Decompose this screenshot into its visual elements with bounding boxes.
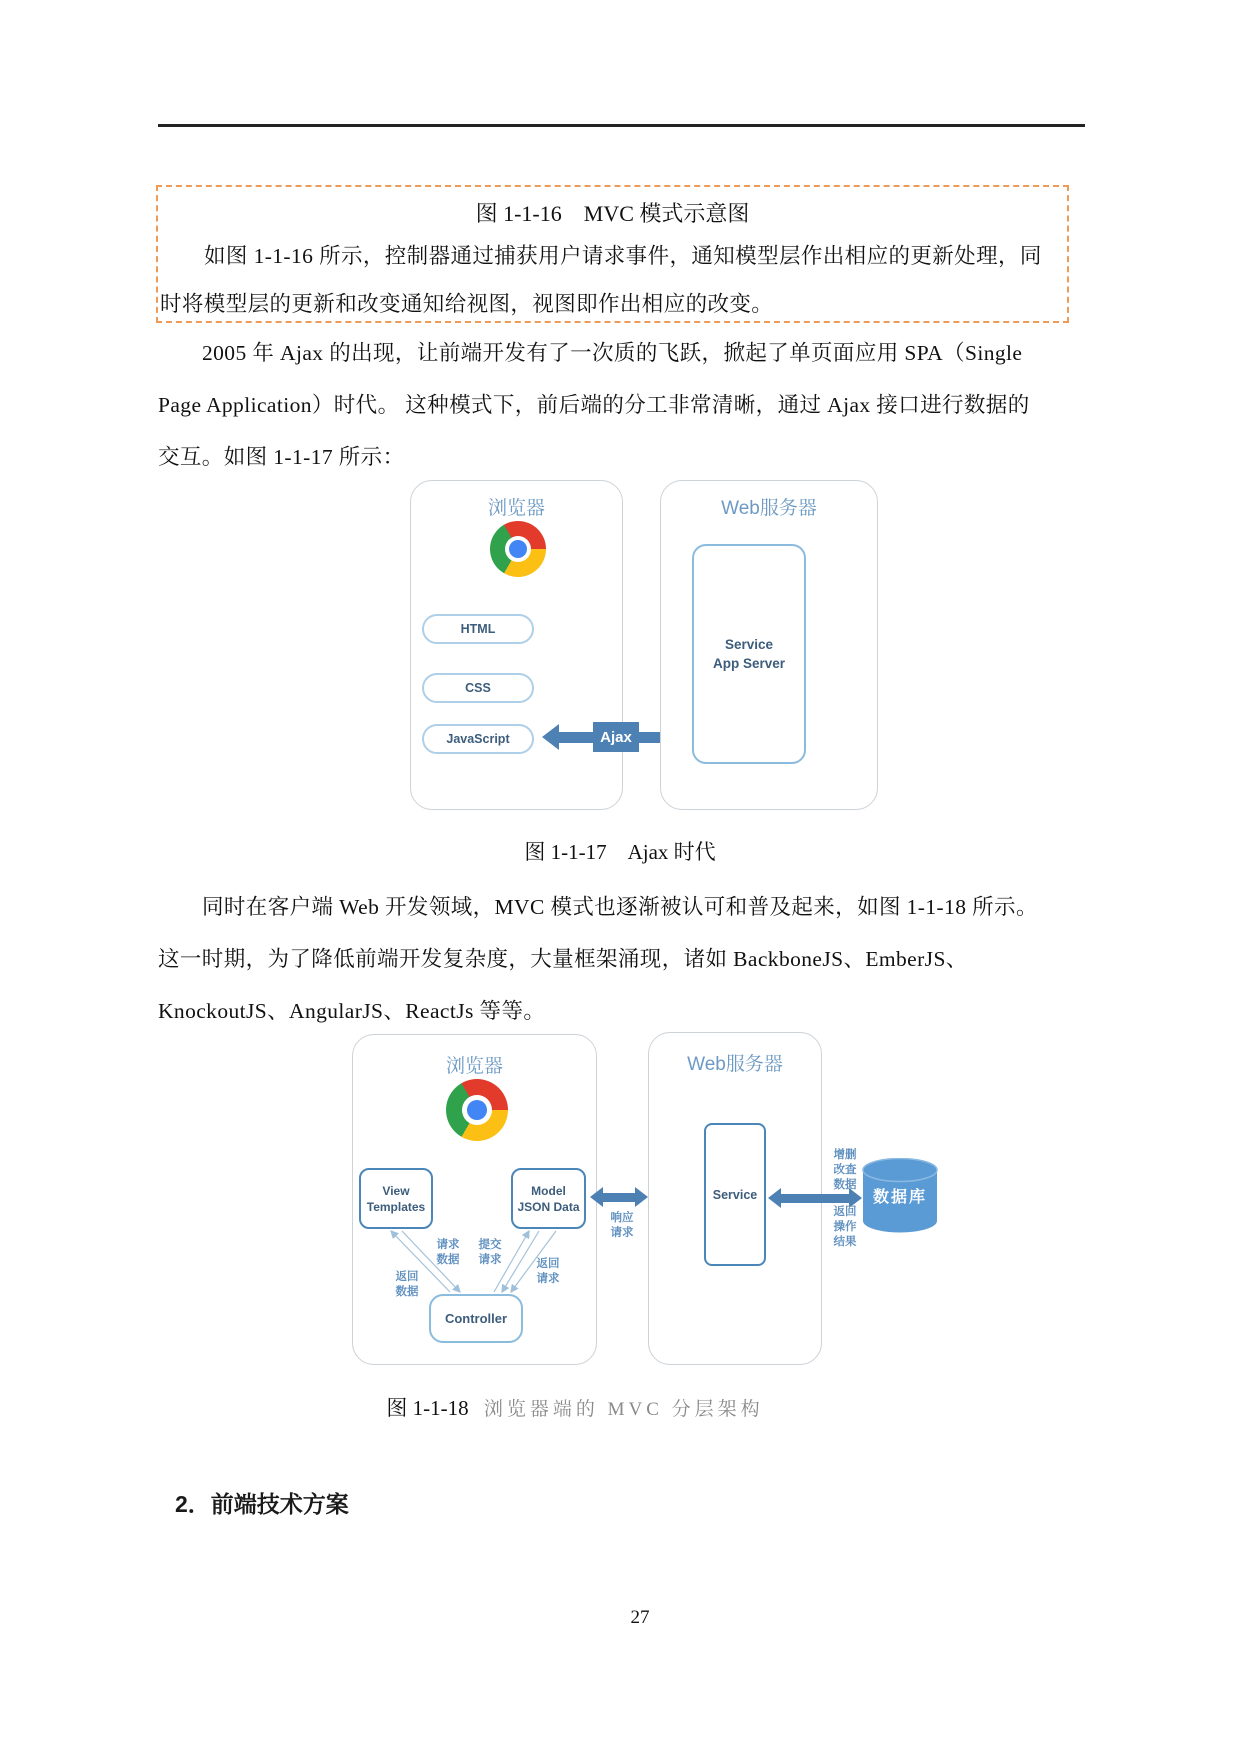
section-heading: 2．前端技术方案 <box>175 1491 349 1517</box>
templates-label: Templates <box>366 1199 426 1214</box>
paragraph-line: 交互。如图 1-1-17 所示： <box>158 445 405 469</box>
arrow-bar <box>781 1194 849 1203</box>
diagram-ajax-era <box>410 478 880 812</box>
ajax-label: Ajax <box>593 722 639 752</box>
browser-panel-title: 浏览器 <box>445 1056 503 1077</box>
note-line: 如图 1-1-16 所示，控制器通过捕获用户请求事件，通知模型层作出相应的更新处理，同 <box>204 244 1042 268</box>
arrow-left-head-icon <box>542 724 559 750</box>
paragraph-line: 这一时期，为了降低前端开发复杂度，大量框架涌现，诸如 BackboneJS、EmberJS、 <box>158 947 968 971</box>
diagram-mvc-architecture <box>352 1032 942 1366</box>
return-data-label: 返回 数据 <box>395 1271 419 1298</box>
json-data-label: JSON Data <box>517 1199 580 1214</box>
app-server-label: App Server <box>712 656 786 671</box>
web-server-panel-title: Web服务器 <box>721 498 817 519</box>
browser-panel <box>352 1034 597 1365</box>
service-label: Service <box>712 1187 758 1202</box>
browser-panel-title: 浏览器 <box>487 498 545 519</box>
chrome-icon <box>490 521 546 577</box>
model-label: Model <box>531 1183 566 1198</box>
return-request-label: 返回 请求 <box>536 1258 560 1285</box>
database-label: 数据库 <box>872 1189 927 1206</box>
view-label: View <box>382 1183 410 1198</box>
web-server-panel <box>660 480 878 810</box>
arrow-bar <box>603 1193 635 1202</box>
paragraph-line: 同时在客户端 Web 开发领域，MVC 模式也逐渐被认可和普及起来，如图 1-1-18 所示。 <box>202 895 1038 919</box>
html-pill: HTML <box>422 614 534 644</box>
arrow-left-head-icon <box>590 1187 603 1207</box>
controller-box <box>429 1294 523 1343</box>
chrome-icon <box>446 1079 508 1141</box>
page-number: 27 <box>630 1607 650 1628</box>
service-label: Service <box>724 637 774 652</box>
note-line: 时将模型层的更新和改变通知给视图，视图即作出相应的改变。 <box>160 292 774 316</box>
paragraph-line: 2005 年 Ajax 的出现，让前端开发有了一次质的飞跃，掀起了单页面应用 SPA（Single <box>202 341 1023 365</box>
header-rule <box>158 124 1085 127</box>
browser-panel <box>410 480 623 810</box>
paragraph-line: Page Application）时代。 这种模式下，前后端的分工非常清晰，通过 Ajax 接口进行数据的 <box>158 393 1030 417</box>
service-box <box>704 1123 766 1266</box>
arrow-left-head-icon <box>768 1188 781 1208</box>
submit-request-label: 提交 请求 <box>478 1239 502 1266</box>
crud-data-label: 增删 改查 数据 <box>833 1149 857 1191</box>
figure-1-1-17-caption: 图 1-1-17 Ajax 时代 <box>524 840 716 864</box>
web-server-panel-title: Web服务器 <box>687 1054 783 1075</box>
request-data-label: 请求 数据 <box>436 1239 460 1266</box>
model-json-data-box <box>511 1168 586 1229</box>
figure-number: 图 1-1-18 <box>386 1396 469 1420</box>
return-result-label: 返回 操作 结果 <box>833 1206 857 1248</box>
javascript-pill: JavaScript <box>422 724 534 754</box>
note-box <box>156 185 1069 323</box>
figure-1-1-16-caption: 图 1-1-16 MVC 模式示意图 <box>475 201 750 226</box>
paragraph-line: KnockoutJS、AngularJS、ReactJs 等等。 <box>158 999 546 1023</box>
model-server-arrow-icon <box>590 1187 648 1207</box>
figure-title: 浏览器端的 MVC 分层架构 <box>483 1399 764 1420</box>
database-cylinder-icon <box>862 1158 938 1234</box>
figure-1-1-18-caption <box>0 1392 1150 1422</box>
controller-label: Controller <box>444 1311 508 1326</box>
service-app-server-box <box>692 544 806 764</box>
view-templates-box <box>359 1168 433 1229</box>
css-pill: CSS <box>422 673 534 703</box>
arrow-right-head-icon <box>635 1187 648 1207</box>
response-request-label: 响应 请求 <box>610 1212 634 1239</box>
